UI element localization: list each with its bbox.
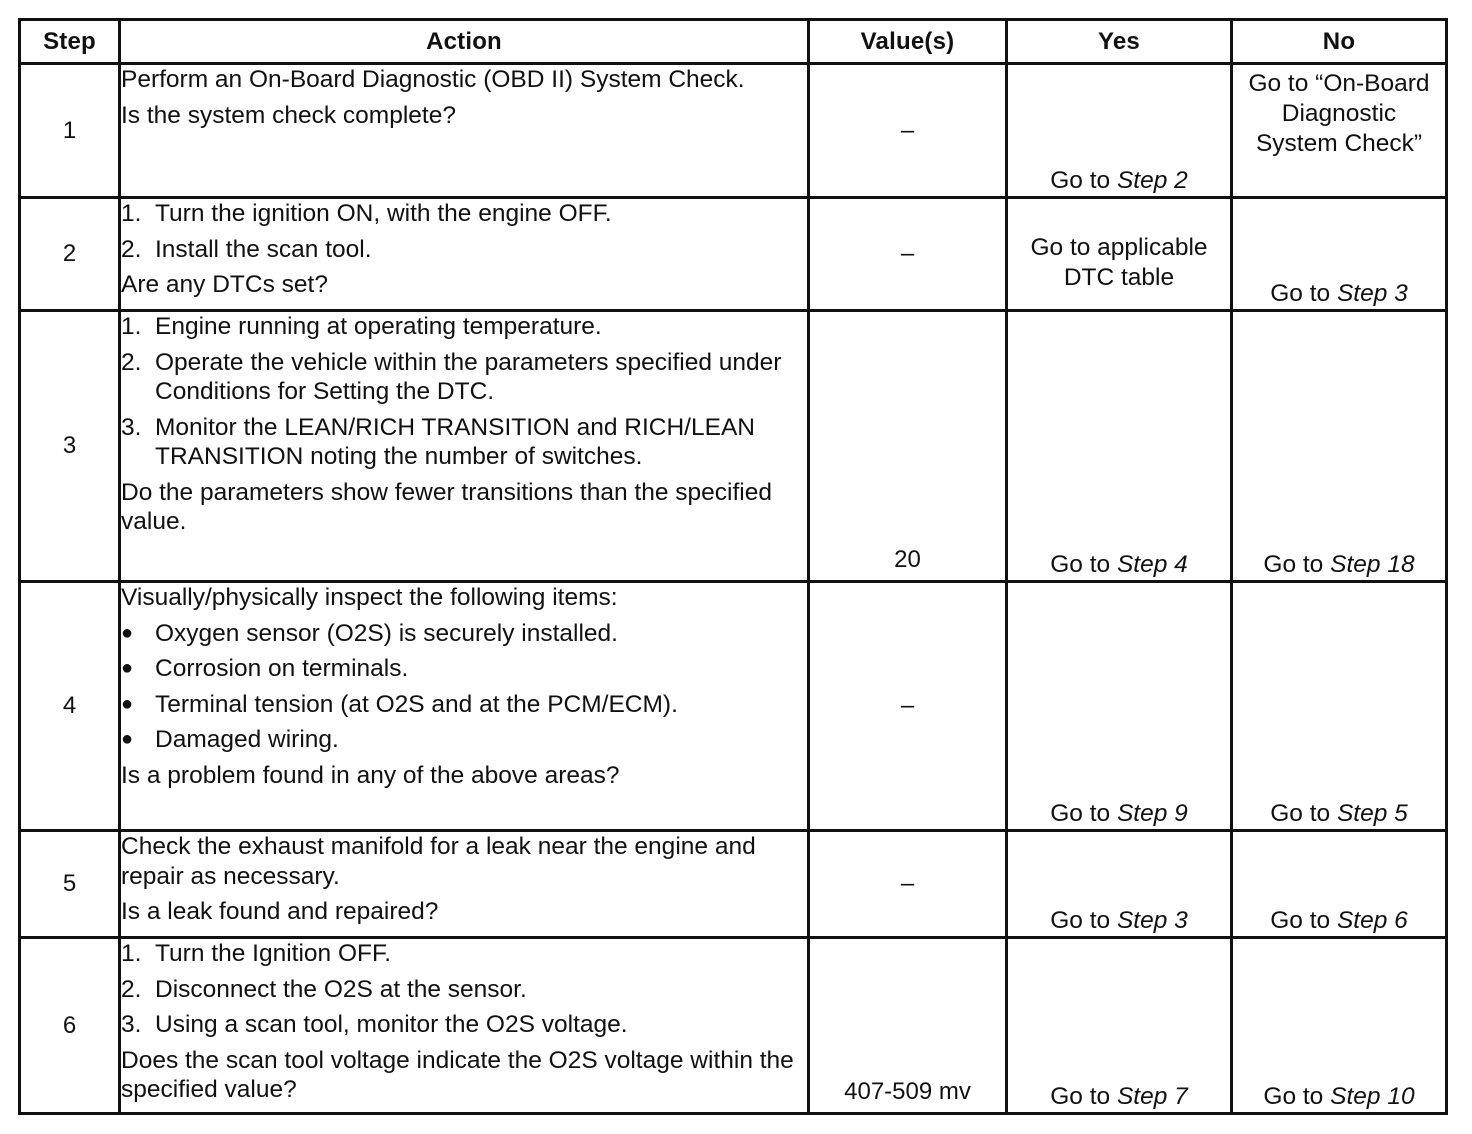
- goto-prefix: Go to: [1050, 800, 1117, 827]
- bullet-item: [121, 619, 807, 649]
- yes-cell: [1007, 582, 1232, 831]
- action-cell: [120, 311, 809, 582]
- goto-prefix: Go to: [1270, 907, 1337, 934]
- item-text: Oxygen sensor (O2S) is securely installed.: [155, 619, 618, 647]
- numbered-item: [121, 975, 807, 1005]
- action-text: Visually/physically inspect the following items:: [121, 584, 618, 611]
- step-reference: Step 2: [1116, 167, 1188, 194]
- header-step: Step: [20, 20, 120, 64]
- item-text: Engine running at operating temperature.: [155, 313, 602, 340]
- numbered-item: [121, 413, 807, 472]
- item-text: Operate the vehicle within the parameters specified under Conditions for Setting the DTC.: [155, 348, 782, 405]
- table-row: [20, 64, 1447, 198]
- item-text: Monitor the LEAN/RICH TRANSITION and RICH/LEAN TRANSITION noting the number of switches.: [155, 413, 755, 470]
- item-number: 1.: [121, 200, 142, 227]
- no-cell: [1232, 198, 1447, 311]
- item-text: Turn the ignition ON, with the engine OFF.: [155, 200, 612, 227]
- step-number: 5: [20, 831, 120, 938]
- item-text: Terminal tension (at O2S and at the PCM/ECM).: [155, 690, 678, 718]
- no-cell: Go to “On-Board Diagnostic System Check”: [1232, 64, 1447, 198]
- action-question: Does the scan tool voltage indicate the O2S voltage within the specified value?: [121, 1046, 794, 1103]
- step-number: 3: [20, 311, 120, 582]
- no-cell: [1232, 311, 1447, 582]
- goto-prefix: Go to: [1050, 551, 1117, 578]
- action-cell: [120, 198, 809, 311]
- value-cell: 407-509 mv: [809, 938, 1007, 1114]
- item-text: Damaged wiring.: [155, 726, 339, 753]
- step-reference: Step 10: [1330, 1083, 1415, 1110]
- step-reference: Step 6: [1336, 907, 1408, 934]
- action-question: Are any DTCs set?: [121, 271, 328, 298]
- diagnostic-table: [18, 18, 1448, 1115]
- step-reference: Step 4: [1116, 551, 1188, 578]
- numbered-item: [121, 1010, 807, 1040]
- step-number: 6: [20, 938, 120, 1114]
- header-action: Action: [120, 20, 809, 64]
- action-cell: [120, 64, 809, 198]
- goto-prefix: Go to: [1050, 167, 1117, 194]
- numbered-item: [121, 312, 807, 342]
- value-cell: –: [809, 831, 1007, 938]
- action-question: Is the system check complete?: [121, 101, 456, 129]
- action-text: Perform an On-Board Diagnostic (OBD II) System Check.: [121, 66, 745, 93]
- step-reference: Step 3: [1116, 907, 1188, 934]
- yes-cell: [1007, 311, 1232, 582]
- table-row: [20, 582, 1447, 831]
- bullet-item: [121, 690, 807, 720]
- goto-prefix: Go to: [1263, 1083, 1331, 1110]
- step-reference: Step 18: [1330, 551, 1415, 578]
- header-values: Value(s): [809, 20, 1007, 64]
- step-reference: Step 5: [1336, 800, 1408, 827]
- action-cell: [120, 831, 809, 938]
- step-reference: Step 7: [1116, 1083, 1188, 1110]
- table-row: [20, 831, 1447, 938]
- action-question: Do the parameters show fewer transitions than the specified value.: [121, 478, 772, 535]
- no-cell: [1232, 582, 1447, 831]
- item-text: Using a scan tool, monitor the O2S voltage.: [155, 1011, 628, 1038]
- bullet-icon: ●: [121, 621, 134, 644]
- yes-cell: [1007, 938, 1232, 1114]
- table-row: [20, 311, 1447, 582]
- value-cell: –: [809, 64, 1007, 198]
- value-cell: –: [809, 198, 1007, 311]
- value-cell: –: [809, 582, 1007, 831]
- item-number: 3.: [121, 1011, 142, 1038]
- yes-cell: [1007, 64, 1232, 198]
- item-text: Install the scan tool.: [155, 235, 372, 263]
- item-number: 2.: [121, 975, 142, 1003]
- item-number: 1.: [121, 940, 142, 967]
- item-text: Turn the Ignition OFF.: [155, 940, 392, 967]
- numbered-item: [121, 199, 807, 229]
- bullet-icon: ●: [121, 657, 134, 679]
- item-number: 1.: [121, 313, 142, 340]
- item-number: 2.: [121, 348, 142, 376]
- numbered-item: [121, 939, 807, 969]
- goto-prefix: Go to: [1050, 907, 1117, 934]
- value-cell: 20: [809, 311, 1007, 582]
- step-number: 4: [20, 582, 120, 831]
- action-question: Is a problem found in any of the above areas?: [121, 761, 620, 789]
- bullet-item: [121, 654, 807, 684]
- header-row: [20, 20, 1447, 64]
- step-number: 2: [20, 198, 120, 311]
- table-row: [20, 198, 1447, 311]
- numbered-item: [121, 235, 807, 265]
- yes-cell: Go to applicable DTC table: [1007, 198, 1232, 311]
- item-number: 3.: [121, 413, 142, 441]
- action-cell: [120, 582, 809, 831]
- item-number: 2.: [121, 235, 142, 263]
- numbered-item: [121, 348, 807, 407]
- step-reference: Step 3: [1336, 280, 1408, 307]
- step-reference: Step 9: [1116, 800, 1188, 827]
- header-no: No: [1232, 20, 1447, 64]
- table-row: [20, 938, 1447, 1114]
- bullet-icon: ●: [121, 728, 134, 750]
- goto-prefix: Go to: [1270, 800, 1337, 827]
- no-cell: [1232, 938, 1447, 1114]
- action-cell: [120, 938, 809, 1114]
- header-yes: Yes: [1007, 20, 1232, 64]
- goto-prefix: Go to: [1050, 1083, 1117, 1110]
- goto-prefix: Go to: [1270, 280, 1337, 307]
- step-number: 1: [20, 64, 120, 198]
- goto-prefix: Go to: [1263, 551, 1331, 578]
- item-text: Corrosion on terminals.: [155, 655, 409, 682]
- bullet-item: [121, 725, 807, 755]
- bullet-icon: ●: [121, 692, 134, 715]
- action-question: Is a leak found and repaired?: [121, 898, 439, 925]
- item-text: Disconnect the O2S at the sensor.: [155, 975, 527, 1003]
- yes-cell: [1007, 831, 1232, 938]
- no-cell: [1232, 831, 1447, 938]
- action-text: Check the exhaust manifold for a leak near the engine and repair as necessary.: [121, 833, 756, 890]
